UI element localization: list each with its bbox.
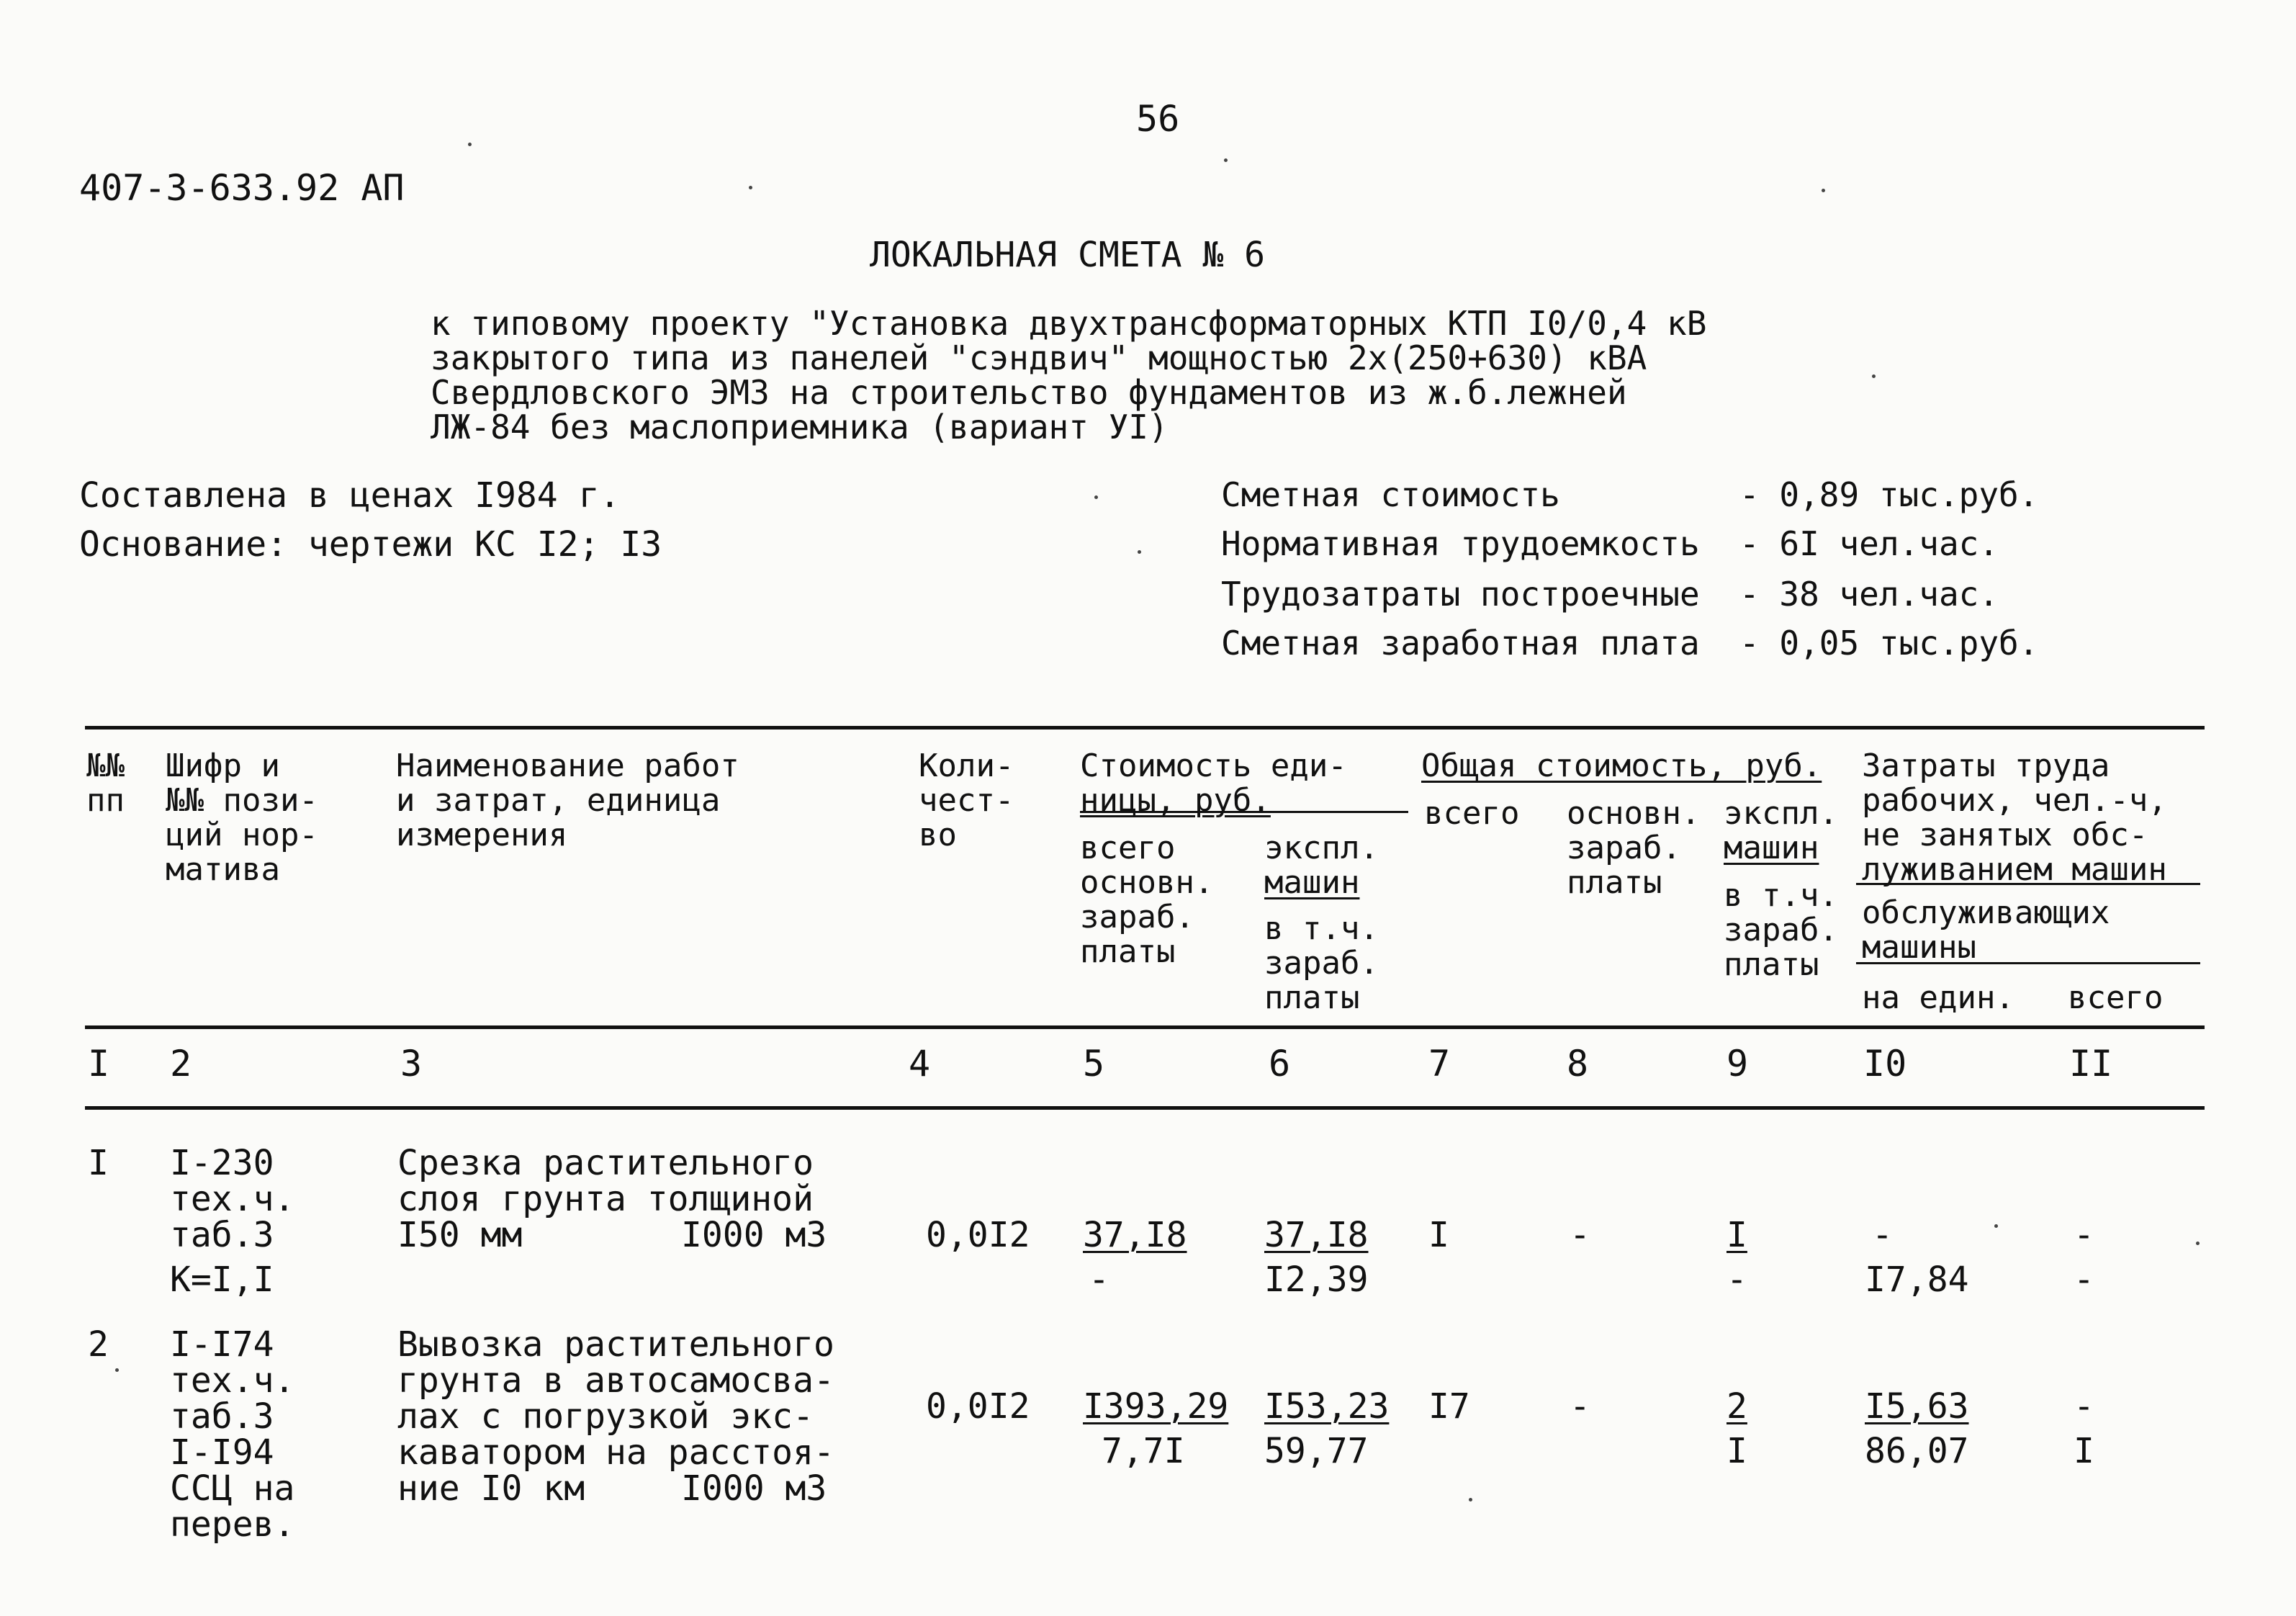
row-1-total-machines-wages: -: [1726, 1260, 1747, 1300]
col-header-per-unit: на един.: [1862, 979, 2014, 1016]
col-number-7: 7: [1428, 1043, 1451, 1085]
row-1-total: I: [1428, 1215, 1449, 1255]
document-code: 407-3-633.92 АП: [79, 167, 405, 209]
row-1-labor-per-unit: -: [1872, 1215, 1893, 1255]
row-1-unit: I000 м3: [681, 1215, 827, 1255]
scan-speck: [1822, 189, 1825, 192]
row-2-code: I-I74 тех.ч. таб.3 I-I94 ССЦ на перев.: [170, 1324, 295, 1545]
col-number-6: 6: [1269, 1043, 1291, 1085]
col-header-unit-machines: экспл.: [1264, 830, 1379, 866]
header-bottom-rule: [85, 1025, 2205, 1029]
scan-speck: [1094, 495, 1098, 499]
col-number-1: I: [88, 1043, 110, 1085]
row-2-qty: 0,0I2: [926, 1386, 1030, 1427]
scan-speck: [1138, 550, 1141, 554]
row-1-num: I: [88, 1143, 109, 1183]
row-1-total-wages: -: [1570, 1215, 1590, 1255]
col-header-labor: Затраты труда: [1862, 748, 2110, 784]
col-header-qty: Коли- чест- во: [919, 748, 1014, 853]
scan-speck: [1872, 374, 1876, 378]
row-1-labor-service-total: -: [2074, 1260, 2094, 1300]
scan-speck: [749, 186, 752, 189]
row-2-unit-total: I393,29: [1083, 1386, 1229, 1427]
col-header-total-cost: Общая стоимость, руб.: [1421, 748, 1822, 784]
row-2-num: 2: [88, 1324, 109, 1365]
row-2-labor-total: -: [2074, 1386, 2094, 1427]
col-header-name: Наименование работ и затрат, единица измерения: [396, 748, 739, 853]
document-title: ЛОКАЛЬНАЯ СМЕТА № 6: [870, 235, 1266, 275]
row-2-total-machines: 2: [1726, 1386, 1747, 1427]
row-1-unit-machines: 37,I8: [1264, 1215, 1369, 1255]
col-header-labor-4: обслуживающих: [1862, 894, 2110, 931]
page-number: 56: [1136, 98, 1180, 140]
row-2-unit: I000 м3: [681, 1468, 827, 1509]
row-2-total-wages: -: [1570, 1386, 1590, 1427]
scan-speck: [468, 143, 472, 146]
summary-label-cost: Сметная стоимость: [1221, 475, 1560, 514]
col-number-9: 9: [1726, 1043, 1749, 1085]
summary-value-labor: - 6I чел.час.: [1739, 524, 1999, 563]
row-2-name: Вывозка растительного грунта в автосамосва- лах с погрузкой экс- каватором на расстоя- ние I0 км: [397, 1324, 834, 1509]
subtitle-line-3: Свердловского ЭМЗ на строительство фундаментов из ж.б.лежней: [431, 373, 1627, 412]
col-header-unit-total: всего основн. зараб. платы: [1080, 830, 1214, 970]
summary-label-site-labor: Трудозатраты построечные: [1221, 575, 1700, 614]
col-header-total-machines-wages: в т.ч. зараб. платы: [1724, 877, 1838, 983]
prices-line: Составлена в ценах I984 г.: [79, 475, 621, 516]
col-number-8: 8: [1567, 1043, 1589, 1085]
row-2-labor-service-total: I: [2074, 1431, 2094, 1471]
scan-speck: [2196, 1242, 2200, 1245]
col-header-labor-5: машины: [1862, 929, 1976, 966]
col-header-total-machines-2: машин: [1724, 830, 1819, 866]
row-2-unit-machines: I53,23: [1264, 1386, 1390, 1427]
row-2-labor-service: 86,07: [1865, 1431, 1969, 1471]
row-2-unit-wages: 7,7I: [1102, 1431, 1185, 1471]
col-header-num: №№ пп: [86, 748, 125, 819]
col-number-10: I0: [1863, 1043, 1907, 1085]
basis-line: Основание: чертежи КС I2; I3: [79, 524, 662, 565]
col-header-labor-2: рабочих, чел.-ч, не занятых обс-: [1862, 782, 2167, 853]
row-2-total-machines-wages: I: [1726, 1431, 1747, 1471]
col-header-total-machines: экспл.: [1724, 795, 1838, 832]
col-number-4: 4: [909, 1043, 931, 1085]
row-1-name: Срезка растительного слоя грунта толщиной I50 мм: [397, 1143, 814, 1255]
col-number-2: 2: [170, 1043, 192, 1085]
col-number-11: II: [2069, 1043, 2113, 1085]
col-header-unit-machines-2: машин: [1264, 864, 1360, 901]
summary-value-site-labor: - 38 чел.час.: [1739, 575, 1999, 614]
col-header-total: всего: [1424, 795, 1520, 832]
col-number-3: 3: [400, 1043, 423, 1085]
row-1-labor-total: -: [2074, 1215, 2094, 1255]
col-header-code: Шифр и №№ пози- ций нор- матива: [166, 748, 318, 888]
row-1-code: I-230 тех.ч. таб.3: [170, 1143, 295, 1255]
scan-speck: [1994, 1224, 1998, 1228]
col-header-labor-total: всего: [2068, 979, 2164, 1016]
col-header-unit-machines-wages: в т.ч. зараб. платы: [1264, 910, 1379, 1016]
row-1-unit-wages: -: [1089, 1260, 1109, 1300]
col-number-rule: [85, 1106, 2205, 1110]
subtitle-line-2: закрытого типа из панелей "сэндвич" мощностью 2х(250+630) кВА: [431, 338, 1647, 377]
summary-label-wages: Сметная заработная плата: [1221, 624, 1700, 663]
row-1-qty: 0,0I2: [926, 1215, 1030, 1255]
col-number-5: 5: [1083, 1043, 1105, 1085]
col-header-labor-3: луживанием машин: [1862, 851, 2167, 888]
subtitle-line-4: ЛЖ-84 без маслоприемника (вариант УI): [431, 408, 1169, 446]
row-2-unit-machines-wages: 59,77: [1264, 1431, 1369, 1471]
row-1-unit-total: 37,I8: [1083, 1215, 1187, 1255]
col-header-unit-cost: Стоимость еди-: [1080, 748, 1347, 784]
scan-speck: [1469, 1498, 1472, 1501]
row-1-total-machines: I: [1726, 1215, 1747, 1255]
scan-speck: [1224, 158, 1228, 162]
col-header-unit-cost-2: ницы, руб.: [1080, 782, 1271, 819]
summary-value-wages: - 0,05 тыс.руб.: [1739, 624, 2039, 663]
row-1-code-extra: К=I,I: [170, 1260, 274, 1300]
subtitle-line-1: к типовому проекту "Установка двухтрансформаторных КТП I0/0,4 кВ: [431, 304, 1707, 343]
table-top-rule: [85, 726, 2205, 730]
row-1-labor-service: I7,84: [1865, 1260, 1969, 1300]
row-2-labor-per-unit: I5,63: [1865, 1386, 1969, 1427]
summary-value-cost: - 0,89 тыс.руб.: [1739, 475, 2039, 514]
summary-label-labor: Нормативная трудоемкость: [1221, 524, 1700, 563]
col-header-total-wages: основн. зараб. платы: [1567, 795, 1701, 901]
scan-speck: [115, 1368, 119, 1372]
row-2-total: I7: [1428, 1386, 1470, 1427]
row-1-unit-machines-wages: I2,39: [1264, 1260, 1369, 1300]
